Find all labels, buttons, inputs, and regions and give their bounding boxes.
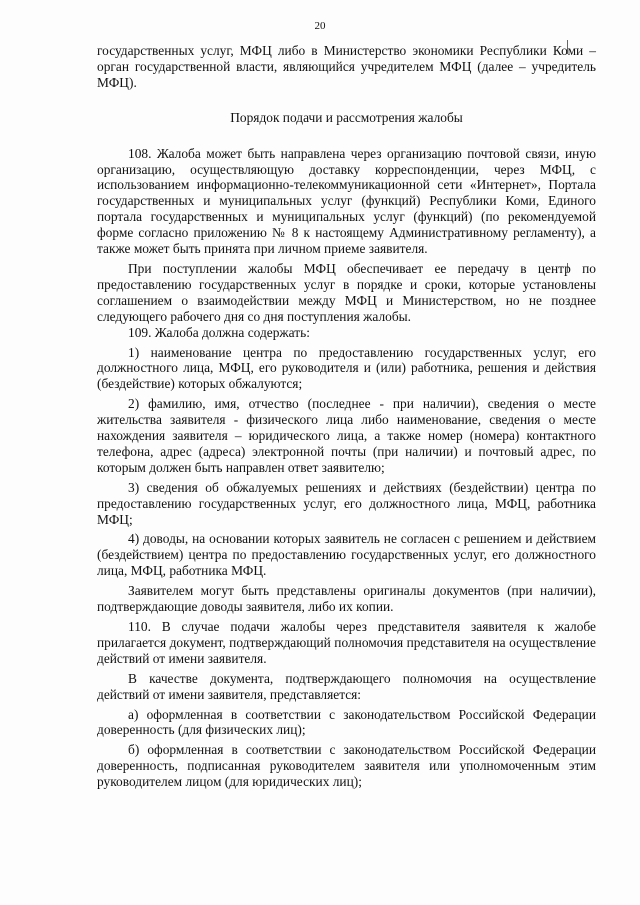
list-item-3: 3) сведения об обжалуемых решениях и действиях (бездействии) центра по предоставлению государственных услуг, его должностного лица, МФЦ, работника МФЦ; <box>97 479 596 527</box>
list-item-4: 4) доводы, на основании которых заявитель не согласен с решением и действием (бездействием) центра по предоставлению государственных услуг, его должностного лица, МФЦ, работника МФЦ. <box>97 531 596 579</box>
list-item-b: б) оформленная в соответствии с законодательством Российской Федерации доверенность, подписанная руководителем заявителя или уполномоченным этим руководителем лицом (для юридических лиц); <box>97 742 596 790</box>
paragraph-109: 109. Жалоба должна содержать: <box>128 324 310 340</box>
section-heading: Порядок подачи и рассмотрения жалобы <box>230 109 463 125</box>
paragraph-documents: В качестве документа, подтверждающего полномочия на осуществление действий от имени заявителя, представляется: <box>97 670 596 702</box>
paragraph-110: 110. В случае подачи жалобы через представителя заявителя к жалобе прилагается документ, подтверждающий полномочия представителя на осуществление действий от имени заявителя. <box>97 619 596 666</box>
list-item-2: 2) фамилию, имя, отчество (последнее - при наличии), сведения о месте жительства заявителя - физического лица либо наименование, сведения о месте нахождения заявителя – юридического лица, а также номер (номера) контактного телефона, адрес (адреса) электронной почты (при наличии) и почтовый адрес, по которым должен быть направлен ответ заявителю; <box>97 396 596 475</box>
page-number: 20 <box>314 20 326 32</box>
intro-paragraph: государственных услуг, МФЦ либо в Министерство экономики Республики Коми – орган государственной власти, являющийся учредителем МФЦ (далее – учредитель МФЦ). <box>97 43 596 90</box>
list-item-1: 1) наименование центра по предоставлению государственных услуг, его должностного лица, МФЦ, его руководителя и (или) работника, решения и действия (бездействие) которых обжалуются; <box>97 344 596 392</box>
paragraph-108: 108. Жалоба может быть направлена через организацию почтовой связи, иную организацию, осуществляющую доставку корреспонденции, через МФЦ, с использованием информационно-телекоммуникационной сети «Интернет», Портала государственных и муниципальных услуг (функций) Республики Коми, Единого портала государственных и муниципальных услуг (функций) (по рекомендуемой форме согласно приложению № 8 к настоящему Административному регламенту), а также может быть принята при личном приеме заявителя. <box>97 145 596 257</box>
list-item-a: а) оформленная в соответствии с законодательством Российской Федерации доверенность (для физических лиц); <box>97 706 596 738</box>
paragraph-receipt: При поступлении жалобы МФЦ обеспечивает ее передачу в центр по предоставлению государственных услуг в порядке и сроки, которые установлены соглашением о взаимодействии между МФЦ и Министерством, но не позднее следующего рабочего дня со дня поступления жалобы. <box>97 260 596 324</box>
paragraph-originals: Заявителем могут быть представлены оригиналы документов (при наличии), подтверждающие доводы заявителя, либо их копии. <box>97 583 596 615</box>
document-body <box>97 43 596 790</box>
